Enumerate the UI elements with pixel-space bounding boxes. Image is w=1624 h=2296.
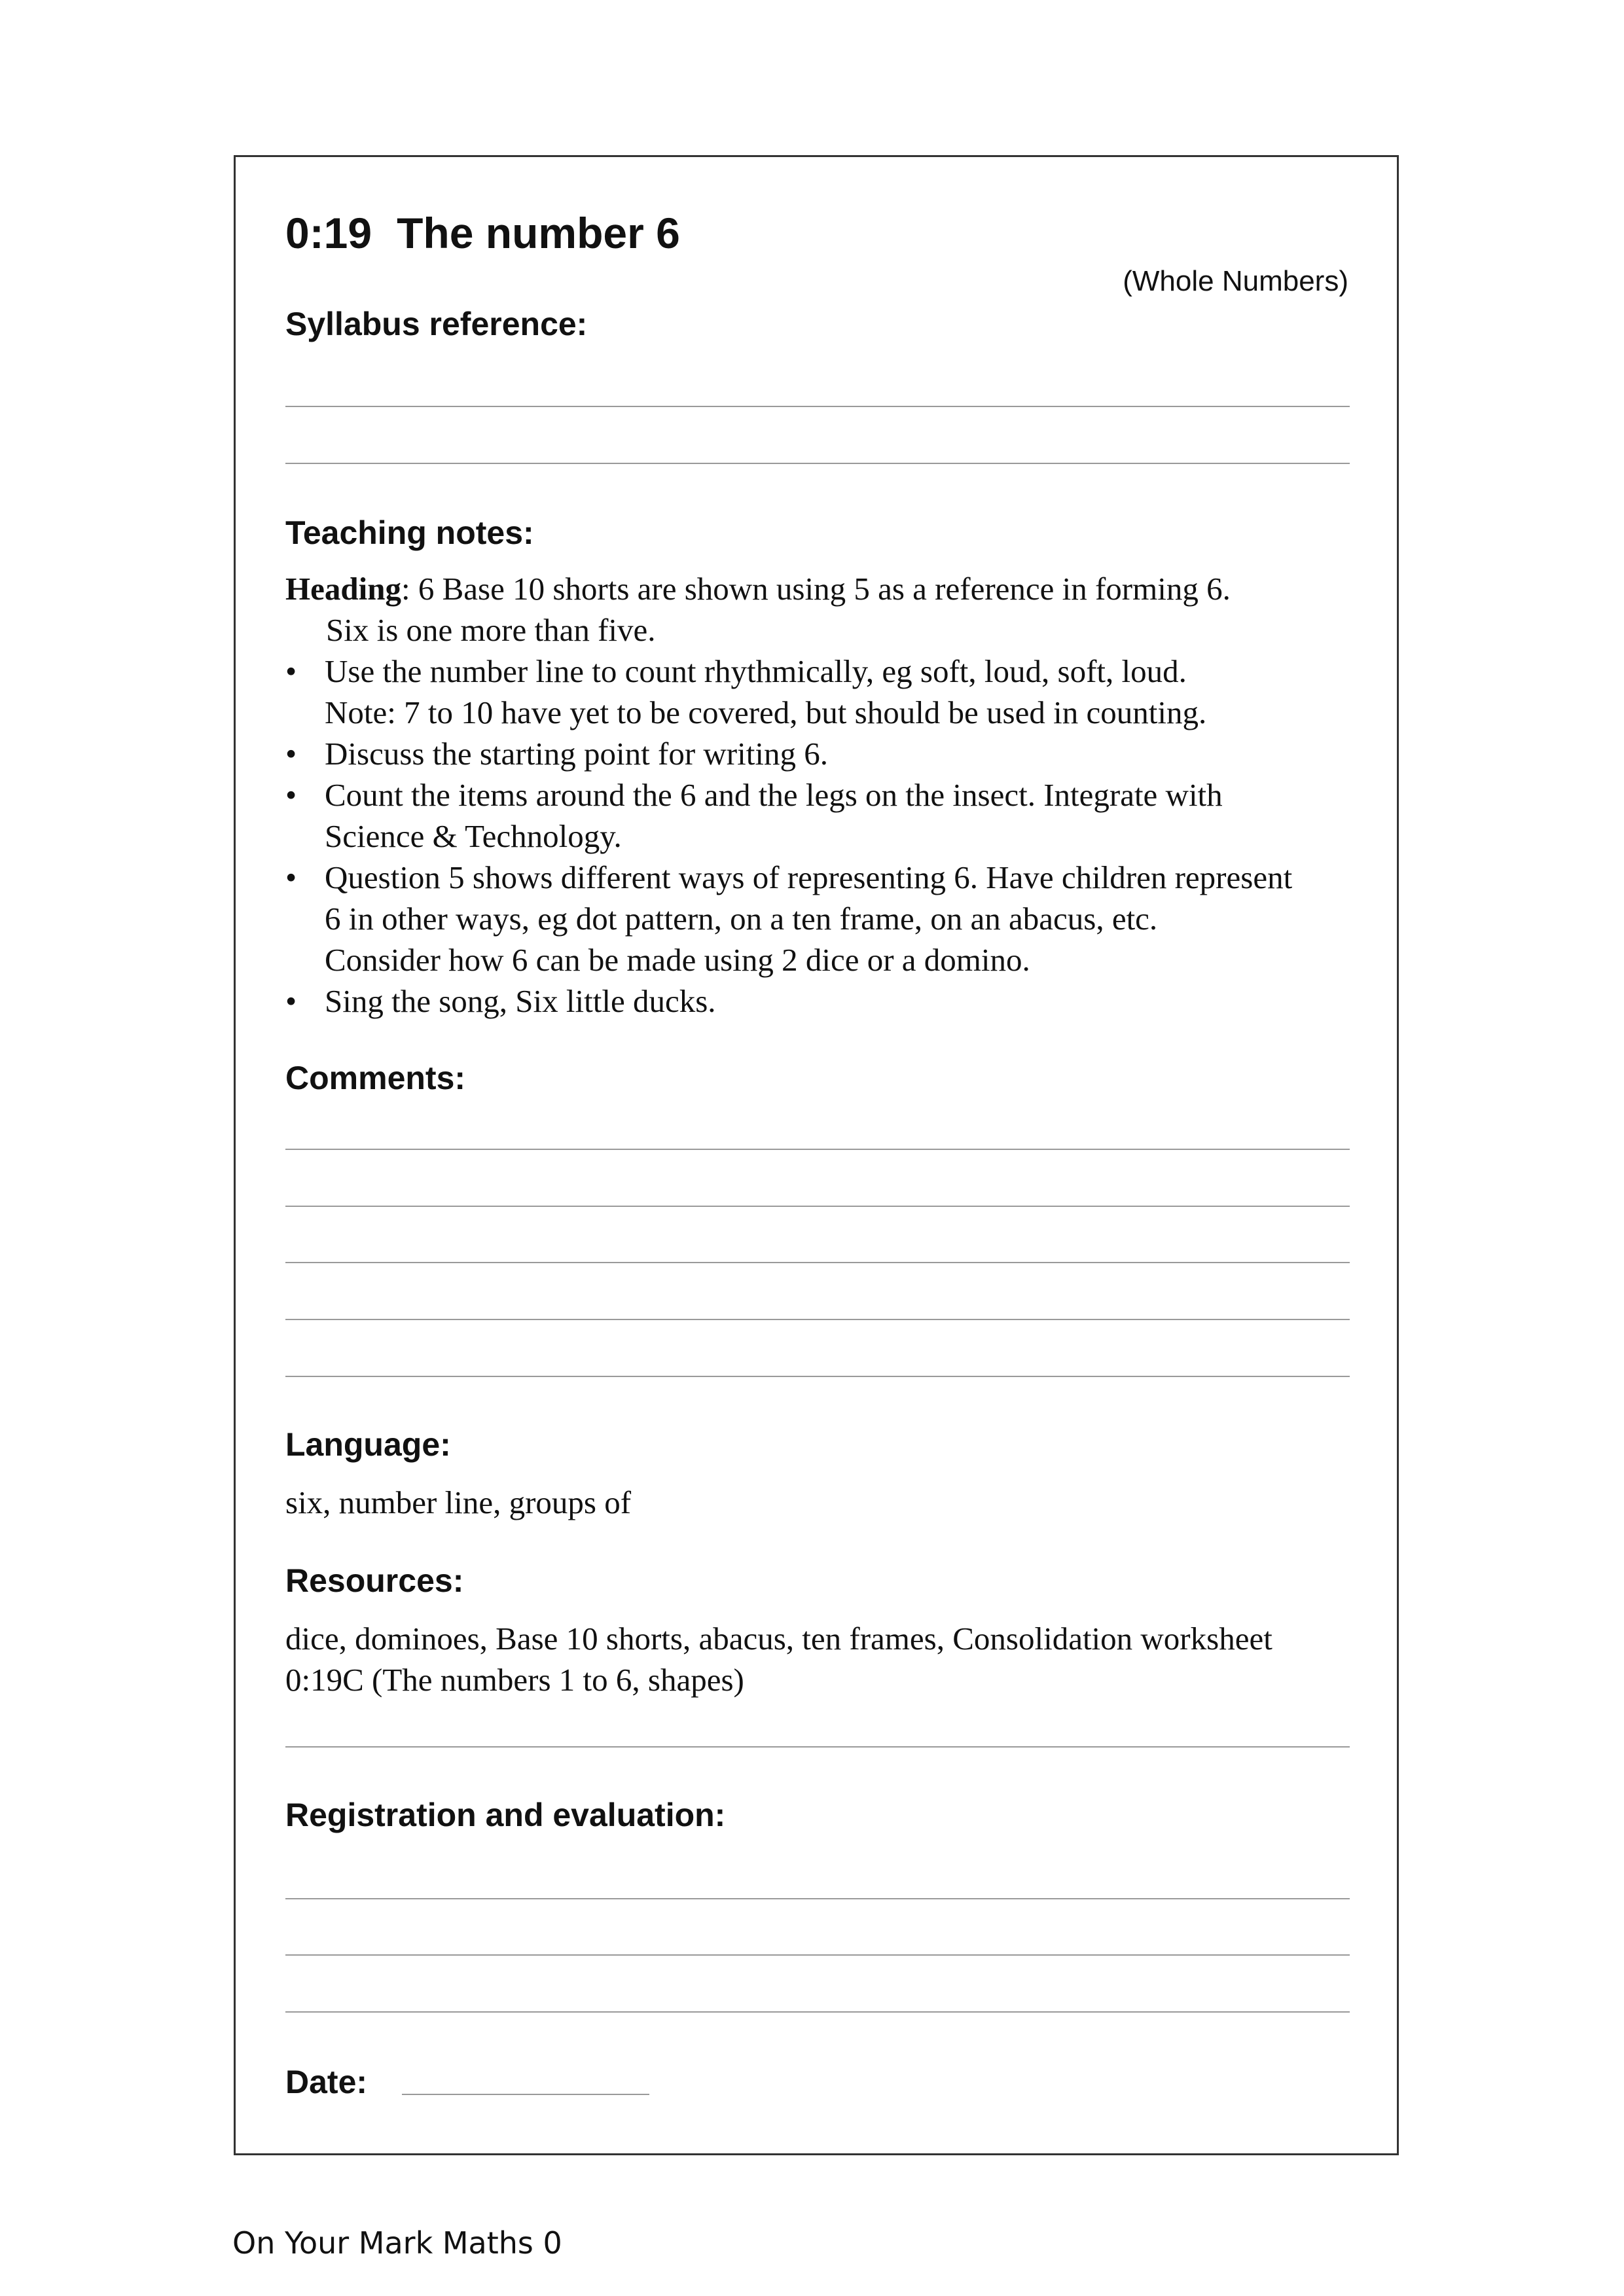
bullet-icon: • xyxy=(285,653,297,689)
list-item xyxy=(285,733,1292,774)
comments-line-5[interactable] xyxy=(285,1376,1350,1377)
list-item xyxy=(285,774,1292,857)
bullet-line: Science & Technology. xyxy=(325,818,622,854)
bullet-line: Note: 7 to 10 have yet to be covered, but should be used in counting. xyxy=(325,694,1207,730)
comments-heading: Comments: xyxy=(285,1060,466,1096)
comments-line-4[interactable] xyxy=(285,1319,1350,1320)
heading-label: Heading xyxy=(285,571,401,607)
language-heading: Language: xyxy=(285,1426,451,1463)
registration-heading: Registration and evaluation: xyxy=(285,1797,726,1833)
resources-line: 0:19C (The numbers 1 to 6, shapes) xyxy=(285,1662,744,1698)
lesson-title-text: The number 6 xyxy=(397,209,680,257)
date-field[interactable] xyxy=(402,2094,649,2095)
heading-text: : 6 Base 10 shorts are shown using 5 as a reference in forming 6. xyxy=(401,571,1231,607)
bullet-icon: • xyxy=(285,736,297,772)
registration-line-3[interactable] xyxy=(285,2011,1350,2013)
bullet-line: 6 in other ways, eg dot pattern, on a ten frame, on an abacus, etc. xyxy=(325,901,1158,937)
bullet-icon: • xyxy=(285,983,297,1019)
language-text: six, number line, groups of xyxy=(285,1484,632,1520)
registration-line-2[interactable] xyxy=(285,1954,1350,1956)
comments-line-1[interactable] xyxy=(285,1149,1350,1150)
list-item xyxy=(285,651,1292,733)
bullet-line: Count the items around the 6 and the legs on the insect. Integrate with xyxy=(325,777,1223,813)
teaching-notes-body xyxy=(285,568,1292,1022)
comments-line-3[interactable] xyxy=(285,1262,1350,1263)
bullet-line: Use the number line to count rhythmically, eg soft, loud, soft, loud. xyxy=(325,653,1187,689)
resources-heading: Resources: xyxy=(285,1562,464,1599)
resources-line-blank[interactable] xyxy=(285,1746,1350,1748)
registration-line-1[interactable] xyxy=(285,1898,1350,1899)
syllabus-line-1[interactable] xyxy=(285,406,1350,407)
resources-text xyxy=(285,1618,1272,1700)
page-footer: On Your Mark Maths 0 xyxy=(232,2225,562,2261)
heading-continuation: Six is one more than five. xyxy=(326,612,656,648)
bullet-line: Consider how 6 can be made using 2 dice or a domino. xyxy=(325,942,1030,978)
bullet-line: Question 5 shows different ways of representing 6. Have children represent xyxy=(325,859,1293,895)
category-label: (Whole Numbers) xyxy=(1123,265,1348,297)
resources-line: dice, dominoes, Base 10 shorts, abacus, ten frames, Consolidation worksheet xyxy=(285,1621,1272,1657)
bullet-line: Sing the song, Six little ducks. xyxy=(325,983,716,1019)
list-item xyxy=(285,980,1292,1022)
lesson-number: 0:19 xyxy=(285,209,372,257)
teaching-notes-heading: Teaching notes: xyxy=(285,514,534,551)
date-label: Date: xyxy=(285,2064,368,2100)
syllabus-heading: Syllabus reference: xyxy=(285,306,588,342)
teaching-notes-heading-line xyxy=(285,568,1292,609)
list-item xyxy=(285,857,1292,980)
comments-line-2[interactable] xyxy=(285,1206,1350,1207)
lesson-title xyxy=(285,208,680,258)
worksheet-frame xyxy=(234,155,1399,2155)
bullet-icon: • xyxy=(285,777,297,813)
bullet-icon: • xyxy=(285,859,297,895)
syllabus-line-2[interactable] xyxy=(285,463,1350,464)
bullet-line: Discuss the starting point for writing 6. xyxy=(325,736,828,772)
